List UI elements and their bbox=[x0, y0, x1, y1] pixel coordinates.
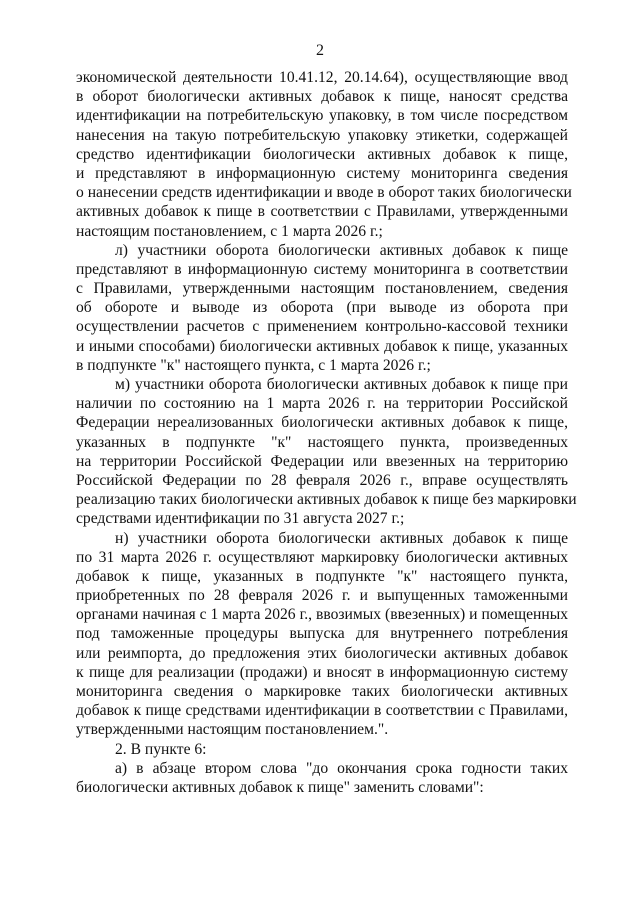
text-line: осуществлении расчетов с применением контрольно-кассовой техники bbox=[76, 318, 568, 336]
text-line: активных добавок к пище в соответствии с Правилами, утвержденными bbox=[76, 203, 568, 221]
text-line: в оборот биологически активных добавок к пище, наносят средства bbox=[76, 88, 568, 106]
text-line: в подпункте "к" настоящего пункта, с 1 марта 2026 г.; bbox=[76, 356, 431, 374]
text-line: наличии по состоянию на 1 марта 2026 г. на территории Российской bbox=[76, 395, 568, 413]
text-line: л) участники оборота биологически активных добавок к пище bbox=[115, 241, 568, 259]
text-line: реализацию таких биологически активных добавок к пище без маркировки bbox=[76, 491, 577, 509]
text-line: представляют в информационную систему мониторинга в соответствии bbox=[76, 260, 568, 278]
text-line: экономической деятельности 10.41.12, 20.14.64), осуществляющие ввод bbox=[76, 69, 568, 86]
text-line: или реимпорта, до предложения этих биологически активных добавок bbox=[76, 644, 568, 662]
text-line: приобретенных по 28 февраля 2026 г. и выпущенных таможенными bbox=[76, 587, 568, 605]
text-line: на территории Российской Федерации или ввезенных на территорию bbox=[76, 452, 568, 470]
text-line: мониторинга сведения о маркировке таких биологически активных bbox=[76, 683, 568, 700]
text-line: добавок к пище средствами идентификации в соответствии с Правилами, bbox=[76, 702, 568, 720]
text-line: Федерации нереализованных биологически активных добавок к пище, bbox=[76, 414, 568, 432]
document-body bbox=[76, 68, 577, 797]
text-line: а) в абзаце втором слова "до окончания срока годности таких bbox=[115, 759, 568, 777]
text-line: настоящим постановлением, с 1 марта 2026 г.; bbox=[76, 222, 383, 240]
text-line: средствами идентификации по 31 августа 2027 г.; bbox=[76, 510, 405, 528]
text-line: под таможенные процедуры выпуска для внутреннего потребления bbox=[76, 625, 568, 643]
text-line: органами начиная с 1 марта 2026 г., ввозимых (ввезенных) и помещенных bbox=[76, 606, 568, 624]
text-line: утвержденными настоящим постановлением.". bbox=[76, 721, 389, 739]
text-line: средство идентификации биологически активных добавок к пище, bbox=[76, 145, 568, 163]
text-line: с Правилами, утвержденными настоящим постановлением, сведения bbox=[76, 280, 568, 298]
text-line: н) участники оборота биологически активных добавок к пище bbox=[115, 529, 568, 547]
text-line: и представляют в информационную систему мониторинга сведения bbox=[76, 164, 568, 182]
text-line: о нанесении средств идентификации и вводе в оборот таких биологически bbox=[76, 184, 572, 202]
text-line: добавок к пище, указанных в подпункте "к" настоящего пункта, bbox=[76, 567, 568, 585]
text-line: по 31 марта 2026 г. осуществляют маркировку биологически активных bbox=[76, 548, 568, 566]
text-line: и иными способами) биологически активных добавок к пище, указанных bbox=[76, 337, 568, 355]
page-number: 2 bbox=[316, 42, 324, 59]
text-line: 2. В пункте 6: bbox=[115, 740, 207, 758]
text-line: Российской Федерации по 28 февраля 2026 г., вправе осуществлять bbox=[76, 471, 568, 489]
text-line: об обороте и выводе из оборота (при выводе из оборота при bbox=[76, 299, 568, 317]
text-line: м) участники оборота биологически активных добавок к пище при bbox=[115, 376, 568, 393]
text-line: указанных в подпункте "к" настоящего пункта, произведенных bbox=[76, 433, 568, 451]
text-line: биологически активных добавок к пище" заменить словами": bbox=[76, 778, 484, 796]
text-line: нанесения на такую потребительскую упаковку этикетки, содержащей bbox=[76, 126, 568, 144]
text-line: к пище для реализации (продажи) и вносят в информационную систему bbox=[76, 663, 568, 681]
text-line: идентификации на потребительскую упаковку, в том числе посредством bbox=[76, 107, 568, 125]
